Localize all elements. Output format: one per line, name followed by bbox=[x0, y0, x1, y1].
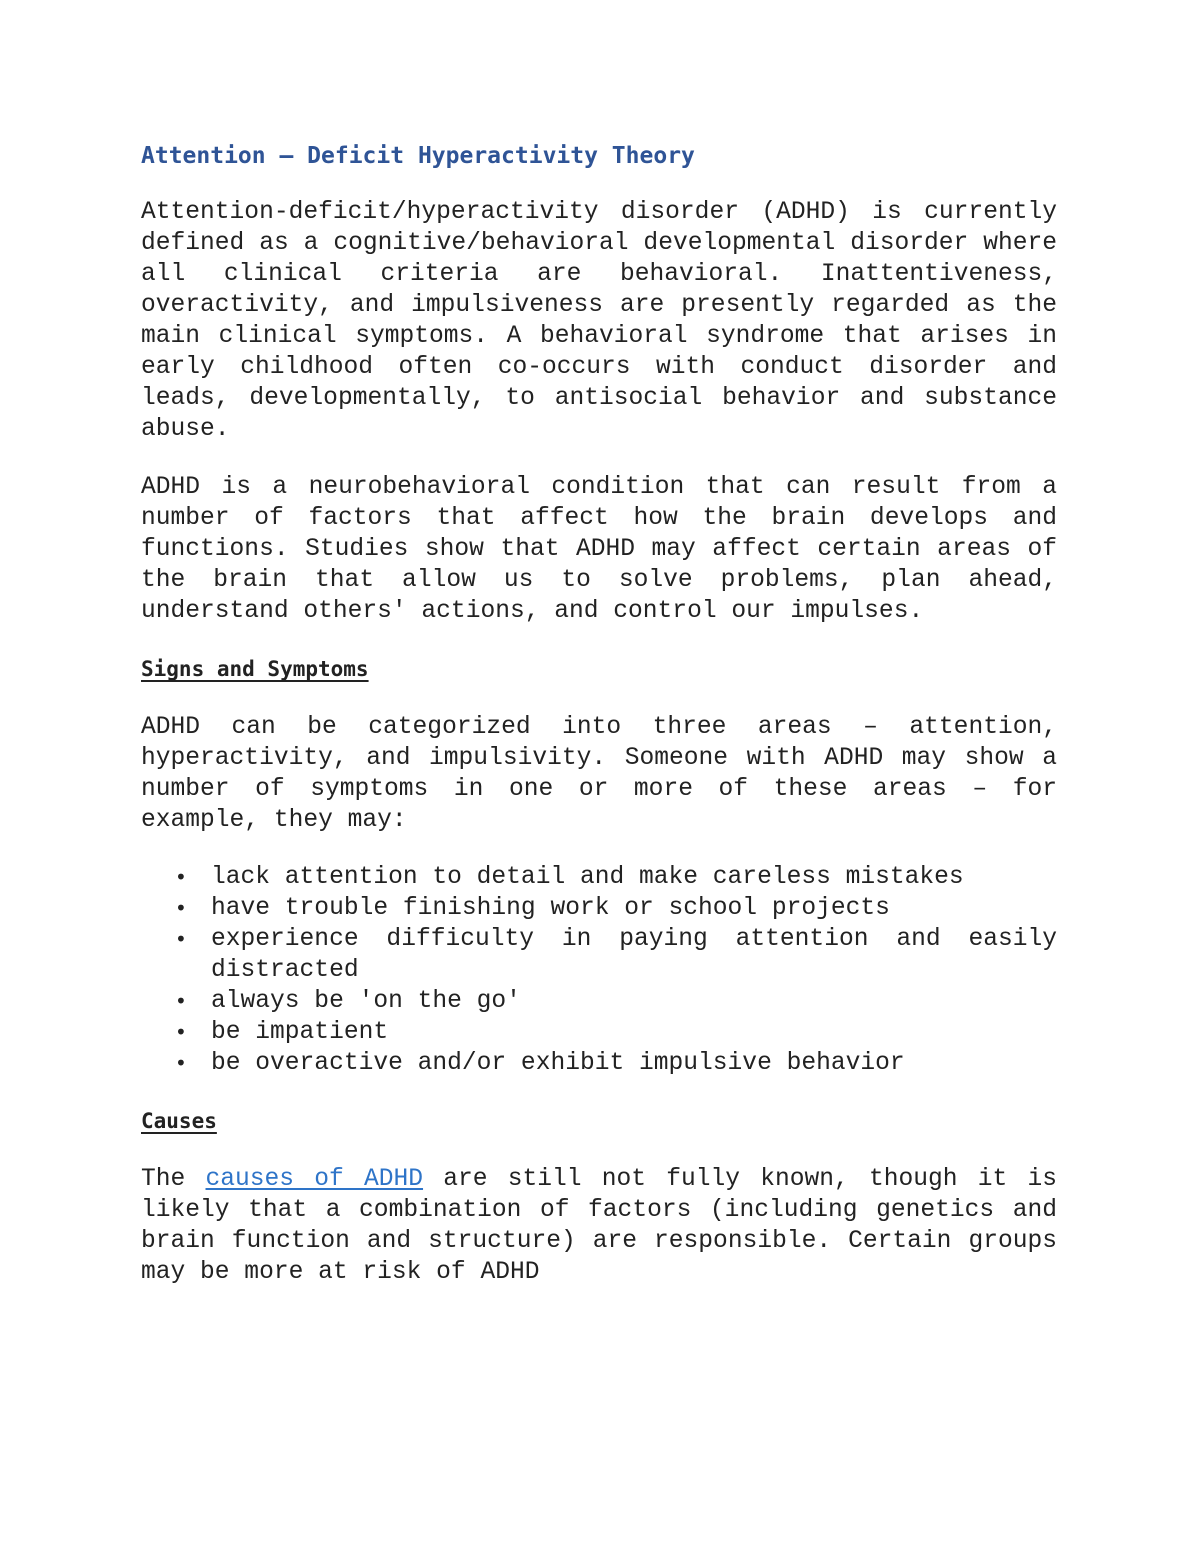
bullet-icon: • bbox=[175, 1020, 187, 1044]
list-item-text: be overactive and/or exhibit impulsive behavior bbox=[211, 1050, 905, 1077]
list-item-text: experience difficulty in paying attention and easily distracted bbox=[211, 926, 1057, 984]
intro-paragraph-2: ADHD is a neurobehavioral condition that can result from a number of factors that affect how the brain develops and functions. Studies show that ADHD may affect certain areas of the brain that allow us to solve problems, plan ahead, understand others' actions, and control our impulses. bbox=[141, 474, 1057, 625]
intro-paragraph-1: Attention-deficit/hyperactivity disorder (ADHD) is currently defined as a cognitive/behavioral developmental disorder where all clinical criteria are behavioral. Inattentiveness, overactivity, and impulsiveness are presently regarded as the main clinical symptoms. A behavioral syndrome that arises in early childhood often co-occurs with conduct disorder and leads, developmentally, to antisocial behavior and substance abuse. bbox=[141, 199, 1057, 443]
list-item bbox=[141, 862, 1057, 893]
bullet-icon: • bbox=[175, 1051, 187, 1075]
list-item-text: have trouble finishing work or school projects bbox=[211, 895, 890, 922]
bullet-icon: • bbox=[175, 865, 187, 889]
causes-paragraph bbox=[141, 1164, 1057, 1288]
causes-of-adhd-link[interactable]: causes of ADHD bbox=[205, 1166, 424, 1193]
bullet-icon: • bbox=[175, 989, 187, 1013]
list-item bbox=[141, 986, 1057, 1017]
list-item-text: be impatient bbox=[211, 1019, 389, 1046]
causes-heading: Causes bbox=[141, 1109, 217, 1133]
document-title: Attention – Deficit Hyperactivity Theory bbox=[141, 143, 695, 169]
causes-text-rest: are still not fully known, though it is likely that a combination of factors (including genetics and brain function and structure) are responsible. Certain groups may be more at risk of ADHD bbox=[141, 1166, 1057, 1286]
bullet-icon: • bbox=[175, 927, 187, 951]
list-item bbox=[141, 924, 1057, 986]
list-item bbox=[141, 893, 1057, 924]
bullet-icon: • bbox=[175, 896, 187, 920]
list-item bbox=[141, 1048, 1057, 1079]
list-item-text: always be 'on the go' bbox=[211, 988, 521, 1015]
signs-heading: Signs and Symptoms bbox=[141, 657, 369, 681]
symptom-list bbox=[141, 862, 1057, 1079]
list-item-text: lack attention to detail and make careless mistakes bbox=[211, 864, 964, 891]
document-page bbox=[141, 138, 1057, 1315]
list-item bbox=[141, 1017, 1057, 1048]
causes-text-lead: The bbox=[141, 1166, 206, 1193]
signs-intro-paragraph: ADHD can be categorized into three areas – attention, hyperactivity, and impulsivity. Someone with ADHD may show a number of symptoms in one or more of these areas – for example, they may: bbox=[141, 714, 1057, 834]
